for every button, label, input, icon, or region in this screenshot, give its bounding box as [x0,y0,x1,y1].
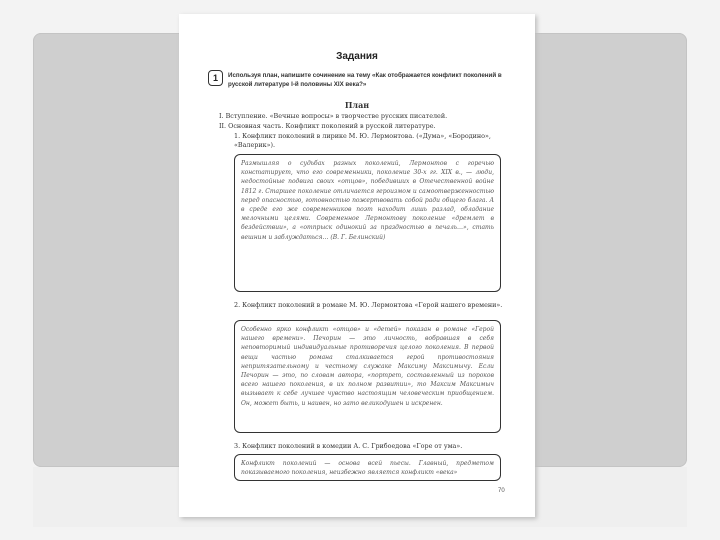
task-number-badge: 1 [208,70,223,86]
plan-item-main: II. Основная часть. Конфликт поколений в русской литературе. [219,122,436,130]
quote-box-1 [234,154,501,292]
plan-subitem-1: 1. Конфликт поколений в лирике М. Ю. Лермонтова. («Дума», «Бородино», «Валерик»). [234,132,491,149]
quote-box-3-text: Конфликт поколений — основа всей пьесы. Главный, предметом показываемого поколения, неизбежно является конфликт «века» [241,460,494,477]
page-heading: Задания [336,51,378,62]
scanned-page [179,14,535,517]
task-instruction: Используя план, напишите сочинение на тему «Как отображается конфликт поколений в русской литературе I-й половины XIX века?» [228,72,502,88]
plan-title: План [344,100,370,110]
quote-box-2-text: Особенно ярко конфликт «отцов» и «детей» показан в романе «Герой нашего времени». Печорин — это личность, вобравшая в себя неповторимый индивидуальные противоречия целого поколения. В первой вещи частью романа сталкивается герой противостояния непритязательному и честному служаке Максиму Максимычу. Если Печорин — это, по словам автора, «портрет, составленный из пороков всего нашего поколения, в их полном развитии», то Максим Максимыч вызывает к себе лучшее чувство настоящим человеческим приобщением. Он, может быть, и наивен, но зато великодушен и искренен. [241,326,494,407]
page-number: 70 [498,488,505,494]
plan-subitem-3: 3. Конфликт поколений в комедии А. С. Грибоедова «Горе от ума». [234,442,463,450]
quote-box-2 [234,320,501,433]
quote-box-1-text: Размышляя о судьбах разных поколений, Лермонтов с горечью констатирует, что его современники, поколение 30-х гг. XIX в., — люди, недостойные подвига своих «отцов», победивших в Отечественной войне 1812 г. Старшее поколение отличается героизмом и самоотверженностью перед опасностью, готовностью пожертвовать собой ради общего блага. А в среде его же современников поэт находит лишь разлад, обладание мелочными целями. Современное Лермонтову поколение «дремлет в бездействии», а «отпрыск одинокий за праздностью в печаль…», стать вешним и заблуждаться… (В. Г. Белинский) [241,160,494,241]
plan-item-intro: I. Вступление. «Вечные вопросы» в творчестве русских писателей. [219,112,448,120]
quote-box-3 [234,454,501,481]
plan-subitem-2: 2. Конфликт поколений в романе М. Ю. Лермонтова «Герой нашего времени». [234,301,503,309]
